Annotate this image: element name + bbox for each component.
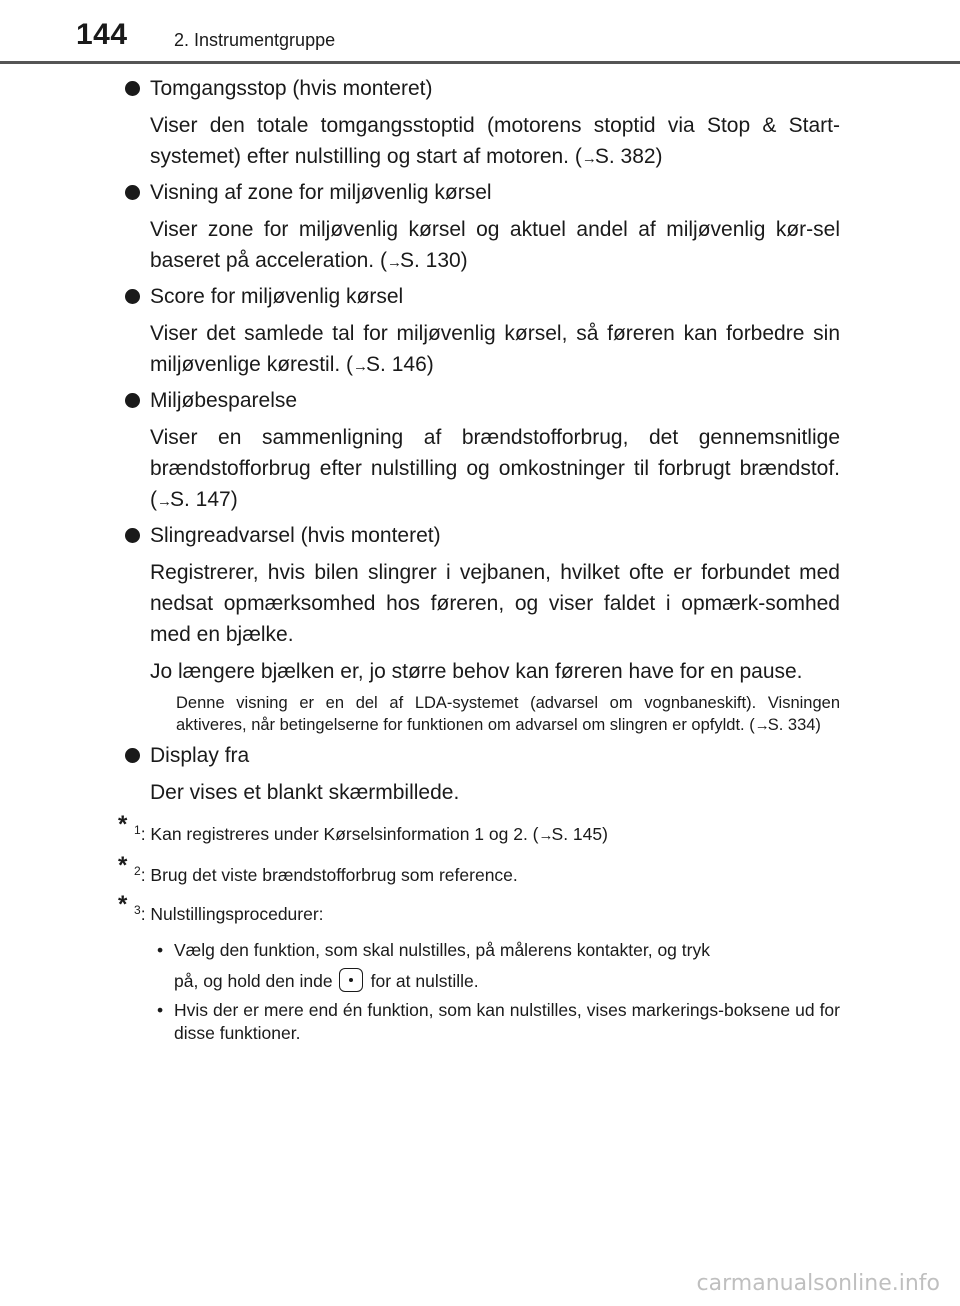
list-bullet: • [157,940,164,960]
page-reference: S. 147) [170,488,238,511]
procedure-item: • Hvis der er mere end én funktion, som kan nulstilles, vises markerings-boksene ud for disse funktioner. [157,1000,840,1043]
footnote-number: 3 [134,903,141,917]
item-title: Miljøbesparelse [0,385,960,416]
page-content [0,70,960,1045]
page-reference: S. 334) [767,716,821,734]
footnote: * $^2$: Brug det viste brændstofforbrug som reference. [118,852,518,885]
bullet-dot-icon [125,748,140,763]
item-title: Visning af zone for miljøvenlig kørsel [0,177,960,208]
item-description: Jo længere bjælken er, jo større behov kan føreren have for en pause. [150,660,803,683]
footnote: * $^1$: Kan registreres under Kørselsinformation 1 og 2. (→S. 145) [118,811,608,844]
arrow-icon: → [157,493,170,510]
item-title: Score for miljøvenlig kørsel [0,281,960,312]
bullet-dot-icon [125,81,140,96]
arrow-icon: → [754,717,768,734]
item-description: Viser zone for miljøvenlig kørsel og aktuel andel af miljøvenlig kør-sel baseret på acceleration. (→S. 130) [150,218,840,272]
item-description: Viser den totale tomgangsstoptid (motorens stoptid via Stop & Start-systemet) efter nulstilling og start af motoren. (→S. 382) [150,114,840,168]
arrow-icon: → [353,358,367,375]
footnote-number: 1 [134,823,141,837]
item-title: Tomgangsstop (hvis monteret) [0,73,960,104]
page-reference: S. 130) [399,249,468,272]
footnote: * $^3$: Nulstillingsprocedurer: [118,891,324,924]
procedure-item: • Vælg den funktion, som skal nulstilles, på målerens kontakter, og tryk på, og hold den inde for at nulstille. [174,935,840,997]
item-description: Viser det samlede tal for miljøvenlig kørsel, så føreren kan forbedre sin miljøvenlige kørestil. (→S. 146) [150,322,840,376]
footnote-star: * [118,811,128,838]
bullet-dot-icon [125,393,140,408]
item-title: Display fra [0,740,960,771]
bullet-dot-icon [125,185,140,200]
arrow-icon: → [538,827,552,844]
footnote-star: * [118,852,128,879]
page-reference: S. 146) [366,353,434,376]
bullet-dot-icon [125,528,140,543]
item-title: Slingreadvarsel (hvis monteret) [0,520,960,551]
item-note: Denne visning er en del af LDA-systemet (advarsel om vognbaneskift). Visningen aktiveres, når betingelserne for funktionen om advarsel om slingren er opfyldt. (→S. 334) [176,694,840,734]
section-title: 2. Instrumentgruppe [174,30,336,50]
header-rule [0,61,960,64]
page-number: 144 [76,18,128,51]
footnote-number: 2 [134,864,141,878]
ok-button-icon [339,968,363,992]
item-description: Viser en sammenligning af brændstofforbrug, det gennemsnitlige brændstofforbrug efter nulstilling og omkostninger til forbrugt brændstof. (→S. 147) [150,426,840,511]
footnote-star: * [118,891,128,918]
list-bullet: • [157,1000,164,1020]
bullet-dot-icon [125,289,140,304]
procedure-list [0,935,960,1045]
arrow-icon: → [386,254,400,271]
watermark: carmanualsonline.info [696,1271,940,1296]
page-reference: S. 382) [594,145,663,168]
item-description: Der vises et blankt skærmbillede. [150,781,460,804]
page-header [0,0,960,64]
page-reference: S. 145) [551,824,608,844]
arrow-icon: → [581,150,595,167]
item-description: Registrerer, hvis bilen slingrer i vejbanen, hvilket ofte er forbundet med nedsat opmærksomhed hos føreren, og viser faldet i opmærk-somhed med en bjælke. [150,561,840,646]
